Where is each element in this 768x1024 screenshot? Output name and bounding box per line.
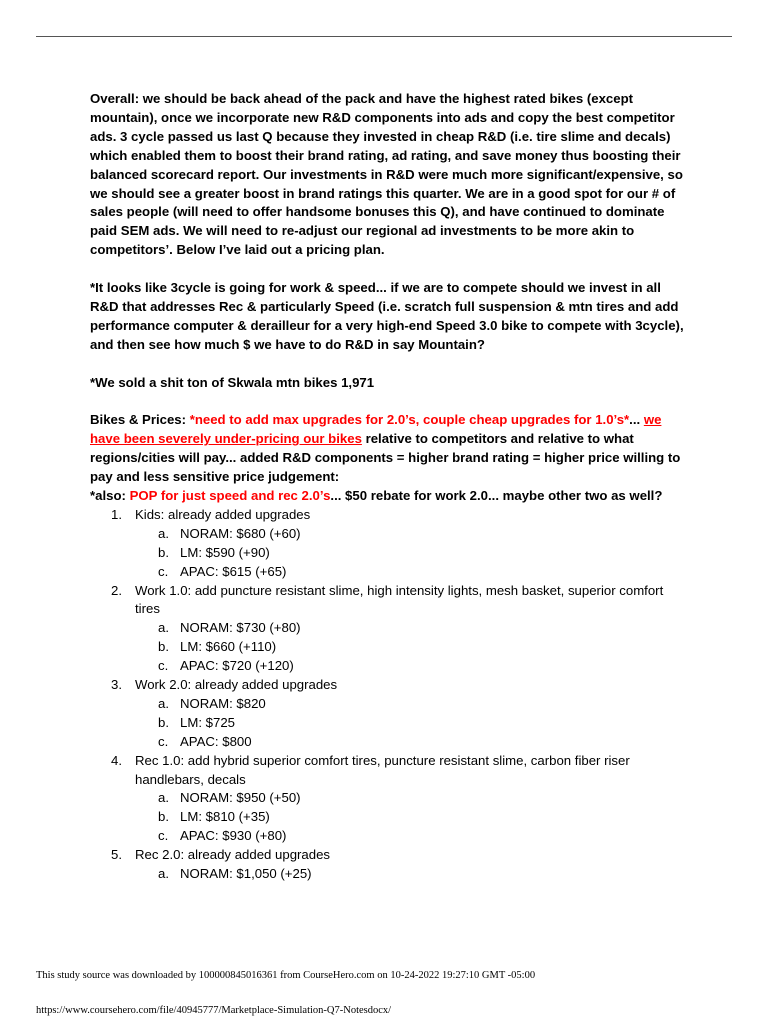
document-body — [90, 90, 690, 884]
pop-note: POP for just speed and rec 2.0’s — [129, 487, 331, 503]
also-paragraph — [90, 487, 690, 506]
region-price-item — [135, 638, 690, 657]
region-price-list — [135, 619, 690, 676]
source-url: https://www.coursehero.com/file/40945777/Marketplace-Simulation-Q7-Notesdocx/ — [36, 1005, 392, 1016]
item-letter: a. — [158, 790, 169, 806]
region-price-item — [135, 733, 690, 752]
item-letter: a. — [158, 866, 169, 882]
ellipsis-text: ... — [629, 412, 644, 428]
item-letter: a. — [158, 620, 169, 636]
spacer — [90, 355, 690, 374]
region-price-item — [135, 544, 690, 563]
item-letter: a. — [158, 525, 169, 541]
overall-paragraph: Overall: we should be back ahead of the pack and have the highest rated bikes (except mountain), once we incorporate new R&D components into ads and copy the best competitor ads. 3 cycle passed us last Q because they invested in cheap R&D (i.e. tire slime and decals) which enabled them to boost their brand rating, ad rating, and save money thus boosting their balanced scorecard report. Our investments in R&D were much more significant/expensive, so we should see a greater boost in brand ratings this quarter. We are in a good spot for our # of sales people (will need to offer handsome bonuses this Q), and have continued to dominate paid SEM ads. We will need to re-adjust our regional ad investments to be more akin to competitors’. Below I’ve laid out a pricing plan. — [90, 91, 683, 258]
upgrades-note: *need to add max upgrades for 2.0’s, couple cheap upgrades for 1.0’s* — [189, 412, 630, 428]
item-number: 5. — [111, 847, 122, 863]
region-price-item — [135, 657, 690, 676]
item-letter: b. — [158, 714, 169, 730]
region-price-text: APAC: $615 (+65) — [180, 563, 287, 579]
region-price-text: NORAM: $680 (+60) — [180, 525, 301, 541]
region-price-item — [135, 525, 690, 544]
item-letter: a. — [158, 695, 169, 711]
list-item-work-1 — [90, 582, 690, 677]
region-price-item — [135, 865, 690, 884]
region-price-text: NORAM: $950 (+50) — [180, 790, 301, 806]
item-letter: b. — [158, 809, 169, 825]
item-letter: c. — [158, 733, 169, 749]
region-price-text: APAC: $800 — [180, 733, 252, 749]
bikes-prices-paragraph — [90, 411, 690, 487]
bikes-prices-label: Bikes & Prices: — [90, 412, 190, 428]
region-price-text: LM: $725 — [180, 714, 235, 730]
region-price-item — [135, 714, 690, 733]
item-text: Kids: already added upgrades — [135, 506, 311, 522]
list-item-rec-1 — [90, 752, 690, 847]
rebate-note: ... $50 rebate for work 2.0... maybe other two as well? — [330, 487, 663, 503]
item-letter: c. — [158, 563, 169, 579]
item-letter: c. — [158, 828, 169, 844]
item-text: Work 1.0: add puncture resistant slime, high intensity lights, mesh basket, superior comfort tires — [135, 582, 664, 617]
region-price-item — [135, 827, 690, 846]
region-price-item — [135, 619, 690, 638]
region-price-item — [135, 563, 690, 582]
item-number: 3. — [111, 677, 122, 693]
also-label: *also: — [90, 487, 130, 503]
region-price-item — [135, 695, 690, 714]
under-pricing-note: we have been severely under-pricing our bikes — [90, 412, 662, 447]
item-letter: c. — [158, 658, 169, 674]
region-price-text: NORAM: $820 — [180, 695, 266, 711]
item-number: 1. — [111, 506, 122, 522]
region-price-text: APAC: $720 (+120) — [180, 658, 294, 674]
region-price-text: NORAM: $730 (+80) — [180, 620, 301, 636]
item-text: Rec 1.0: add hybrid superior comfort tires, puncture resistant slime, carbon fiber riser handlebars, decals — [135, 752, 630, 787]
region-price-list — [135, 865, 690, 884]
region-price-text: NORAM: $1,050 (+25) — [180, 866, 312, 882]
item-number: 2. — [111, 582, 122, 598]
spacer — [90, 260, 690, 279]
list-item-rec-2 — [90, 846, 690, 884]
list-item-kids — [90, 506, 690, 582]
item-text: Rec 2.0: already added upgrades — [135, 847, 331, 863]
region-price-text: APAC: $930 (+80) — [180, 828, 287, 844]
spacer — [90, 392, 690, 411]
region-price-list — [135, 525, 690, 582]
region-price-text: LM: $810 (+35) — [180, 809, 270, 825]
item-text: Work 2.0: already added upgrades — [135, 677, 338, 693]
download-notice: This study source was downloaded by 100000845016361 from CourseHero.com on 10-24-2022 19:27:10 GMT -05:00 — [36, 970, 536, 981]
skwala-note-paragraph: *We sold a shit ton of Skwala mtn bikes 1,971 — [90, 374, 375, 390]
region-price-item — [135, 789, 690, 808]
region-price-text: LM: $590 (+90) — [180, 544, 270, 560]
item-letter: b. — [158, 639, 169, 655]
region-price-list — [135, 789, 690, 846]
region-price-list — [135, 695, 690, 752]
region-price-text: LM: $660 (+110) — [180, 639, 277, 655]
top-divider — [36, 36, 732, 37]
speed-note-paragraph: *It looks like 3cycle is going for work & speed... if we are to compete should we invest in all R&D that addresses Rec & particularly Speed (i.e. scratch full suspension & mtn tires and add performance computer & derailleur for a very high-end Speed 3.0 bike to compete with 3cycle), and then see how much $ we have to do R&D in say Mountain? — [90, 280, 684, 352]
pricing-explanation: relative to competitors and relative to what regions/cities will pay... added R&D components = higher brand rating = higher price willing to pay and less sensitive price judgement: — [90, 431, 681, 485]
pricing-list — [90, 506, 690, 884]
region-price-item — [135, 808, 690, 827]
list-item-work-2 — [90, 676, 690, 752]
item-letter: b. — [158, 544, 169, 560]
item-number: 4. — [111, 752, 122, 768]
